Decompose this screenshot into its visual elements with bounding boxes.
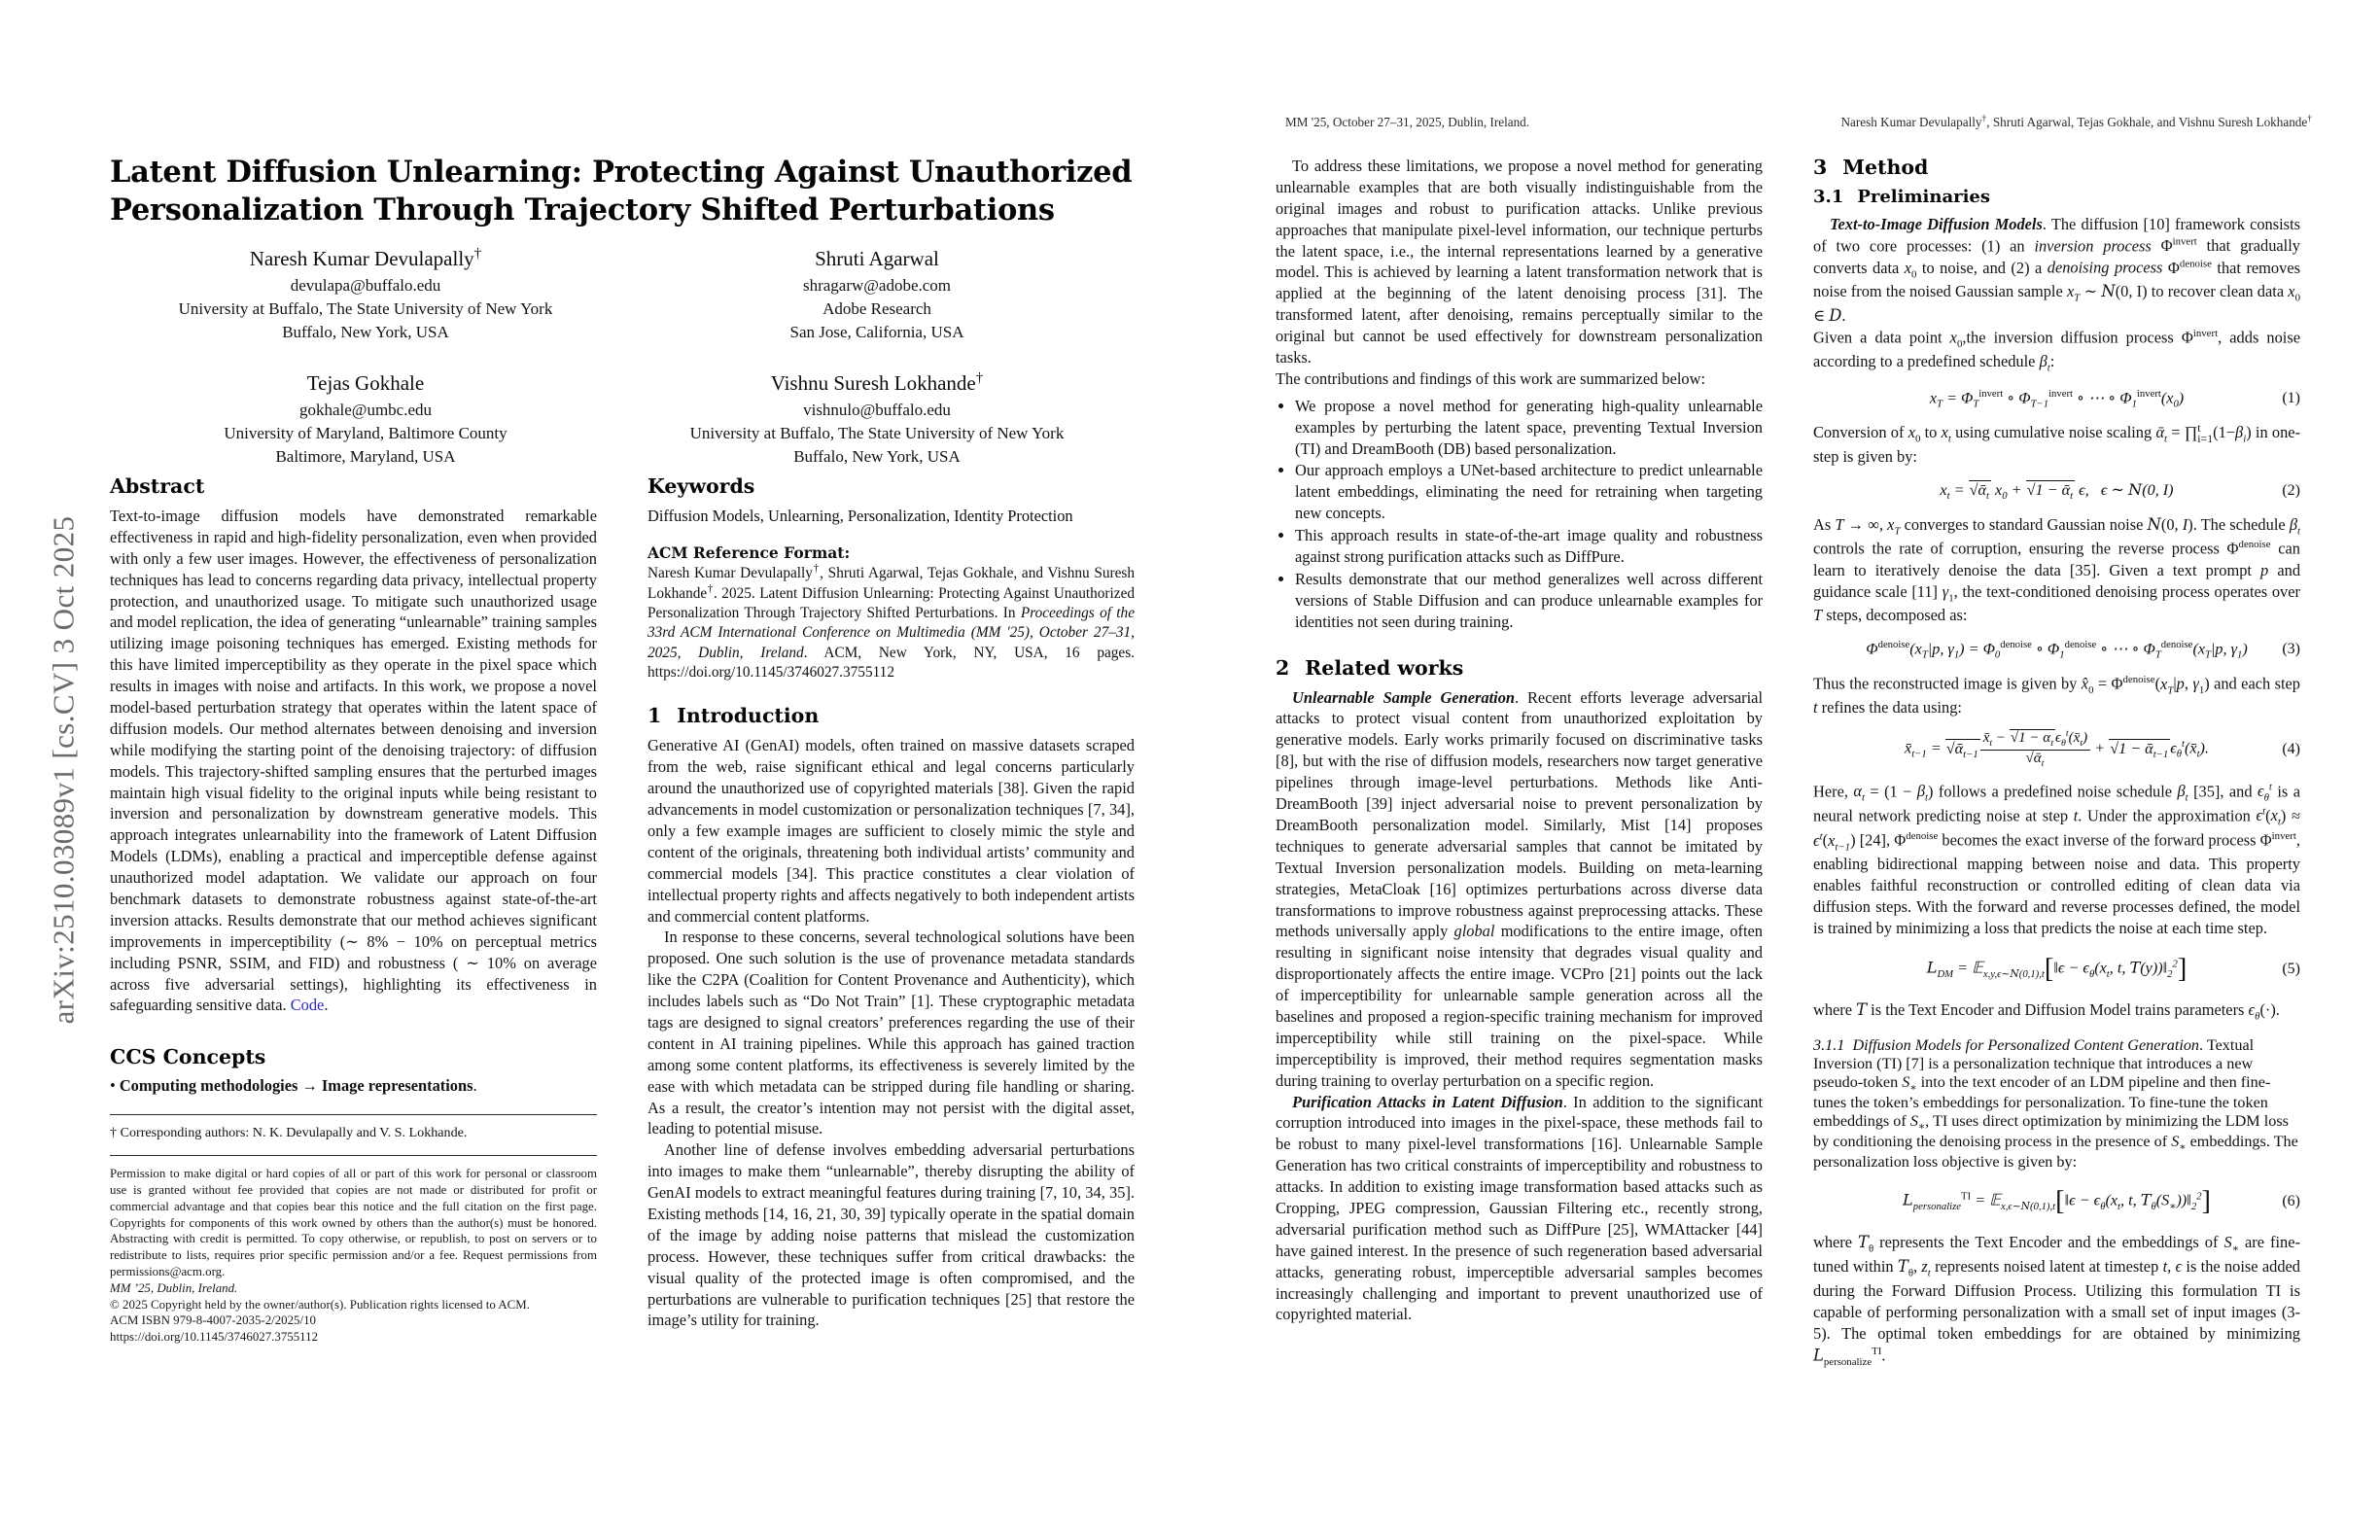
column-method [1813,156,2300,1369]
dagger-marker: † [473,246,482,262]
keywords-heading: Keywords [648,474,755,498]
list-item: • Results demonstrate that our method generalizes well across different versions of Stable Diffusion and can produce unlearnable examples for identities not seen during training. [1295,569,1763,633]
subsubsection-heading-personalized-generation: 3.1.1 Diffusion Models for Personalized Content Generation. Textual Inversion (TI) [7] is a personalization technique that introduces a new pseudo-token $S_∗$ into the text encoder of an LDM pipeline and then fine-tunes the token’s embeddings for personalization. To fine-tune the token embeddings of $S_∗$, TI uses direct optimization by minimizing the LDM loss by conditioning the denoising process in the presence of $S_∗$ embeddings. The personalization loss objective is given by: [1813,1035,2298,1172]
list-item: • Our approach employs a UNet-based architecture to predict unlearnable latent embeddings, eliminating the need for retraining when targeting new concepts. [1295,460,1763,524]
page-one-columns [110,474,1136,1346]
venue-line: MM ’25, Dublin, Ireland. [110,1280,238,1295]
author-entry [621,245,1133,344]
copyright-block [110,1166,597,1345]
subsection-title: Preliminaries [1857,187,1991,207]
ccs-item-label: Computing methodologies → Image representations [119,1076,473,1096]
equation-number: (1) [2282,390,2300,407]
arxiv-stamp [29,0,97,1540]
method-after-eq5: where T is the Text Encoder and Diffusion Model trains parameters $\epsilon_\theta(\cdot)$. [1813,999,2280,1023]
subsection-heading-preliminaries [1813,187,2300,207]
copyright-divider [110,1155,597,1156]
arxiv-stamp-text: arXiv:2510.03089v1 [cs.CV] 3 Oct 2025 [46,515,81,1025]
author-location: Buffalo, New York, USA [793,447,961,467]
isbn-line: ACM ISBN 979-8-4007-2035-2/2025/10 [110,1313,316,1328]
author-affiliation: University at Buffalo, The State University of New York [178,298,553,318]
equation-number: (3) [2282,641,2300,658]
author-affiliation: University of Maryland, Baltimore County [224,424,508,443]
dagger-marker: † [975,370,984,387]
equation-number: (5) [2282,960,2300,977]
author-entry [621,369,1133,469]
corresponding-author-footnote: † Corresponding authors: N. K. Devulapally and V. S. Lokhande. [110,1125,468,1141]
subsubsection-number: 3.1.1 [1813,1035,1845,1054]
author-entry [110,245,621,344]
equation-number: (4) [2282,741,2300,758]
equation-2: $x_t$ = √ᾱ$_t$ $x_0 + √1$ − ᾱ$_t$ ϵ, ϵ ∼ N(0, I) (2) [1940,479,2300,502]
section-number: 2 [1276,655,1290,680]
page-one [102,0,1142,1540]
equation-1: $x_T = \Phi_T^{invert}$ ∘ $\Phi_{T-1}^{invert}$ ∘ ⋯ ∘ $\Phi_1^{invert}(x_0)$ (1) [1929,387,2300,410]
author-affiliation: Adobe Research [822,298,931,318]
section-number: 1 [648,704,662,728]
author-name: Vishnu Suresh Lokhande† [770,370,984,396]
acm-reference-heading: ACM Reference Format: [648,543,851,563]
page-two [1264,0,2333,1540]
intro-paragraph-1: Generative AI (GenAI) models, often trained on massive datasets scraped from the web, raise significant ethical and legal concerns particularly around the unauthorized use of copyrighted materials [38]. Given the rapid advancements in model customization or personalization techniques [7, 34], only a few example images are sufficient to closely mimic the style and content of the originals, threatening both individual artists’ community and commercial models [34]. This practice constitutes a clear violation of intellectual property rights and affects negatively to both independent artists and commercial content platforms. [648,736,1135,926]
author-list [110,245,1133,469]
author-name: Shruti Agarwal [815,247,939,270]
acm-reference-doi: https://doi.org/10.1145/3746027.3755112 [648,664,894,682]
page-title: Latent Diffusion Unlearning: Protecting Against Unauthorized Personalization Through Trajectory Shifted Perturbations [110,155,1133,228]
runin-heading-unlearnable-sample-generation: Unlearnable Sample Generation [1292,687,1516,707]
list-item: • We propose a novel method for generating high-quality unlearnable examples by perturbing the latent space, preventing Textual Inversion (TI) and DreamBooth (DB) based personalization. [1295,396,1763,460]
related-works-paragraph-2: Purification Attacks in Latent Diffusion. In addition to the significant corruption introduced into images in the pixel-space, these methods fail to be robust to many pixel-level transformations [16]. Unlearnable Sample Generation has two critical constraints of imperceptibility and robustness to attacks. In addition to existing image transformation based attacks such as Cropping, JPEG compression, Gaussian Filtering etc., recently strong, adversarial purification method such as DiffPure [25], WMAttacker [44] have gained interest. In the presence of such regeneration based adversarial attacks, generating robust, imperceptible adversarial samples becomes increasingly challenging and important to prevent unauthorized use of copyrighted material. [1276,1092,1763,1324]
subsubsection-title: Diffusion Models for Personalized Content Generation [1852,1035,2200,1054]
author-location: San Jose, California, USA [789,323,964,342]
author-entry [110,369,621,469]
header-venue: MM '25, October 27–31, 2025, Dublin, Ireland. [1285,115,1530,129]
related-works-paragraph-1: Unlearnable Sample Generation. Recent efforts leverage adversarial attacks to protect visual content from unauthorized exploitation by generative models. Early works primarily focused on discriminative tasks [8], but with the rise of diffusion models, researchers now target generative pipelines through image-level perturbations. Methods like Anti-DreamBooth [39] inject adversarial noise to prevent personalization by DreamBooth personalization model. Similarly, Mist [14] proposes techniques to generate adversarial samples that cannot be imitated by Textual Inversion personalization models. Building on meta-learning strategies, MetaCloak [16] optimizes perturbations across diverse data transformations to improve robustness against preprocessing attacks. These methods universally apply global modifications to the entire image, often resulting in significant noise intensity that degrades visual quality and disproportionately affects the entire image. VCPro [21] points out the lack of imperceptibility for unlearnable sample generation across all the baselines and proposed a region-specific training mechanism for improved imperceptibility while still training on the pixel-space. While imperceptibility is improved, their method requires segmentation masks during training to overlay perturbation on a specific region. [1276,687,1764,1090]
method-t2i-paragraph: Text-to-Image Diffusion Models. The diffusion [10] framework consists of two core processes: (1) an inversion process $\Phi^{invert}$ that gradually converts data $x_0$ to noise, and (2) a denoising process $\Phi^{denoise}$ that removes noise from the noised Gaussian sample $x_T$ ∼ N(0, I) to recover clean data $x_0$ ∈ D. [1813,215,2300,326]
section-heading-introduction [648,704,1135,727]
keywords-text: Diffusion Models, Unlearning, Personalization, Identity Protection [648,507,1073,525]
contributions-summary-line: The contributions and findings of this work are summarized below: [1276,368,1705,388]
equation-4: $x̄_{t-1}$ = √ᾱ$_{t-1}$ $\frac{x̄_t - √1 - \alpha_t \epsilon_\theta^t(x̄_t)}{√ᾱ_t}$ + √1 − ᾱ$_{t-1}$ $\epsilon_\theta^t(x̄_t)$. (4) [1905,728,2300,770]
runin-heading-purification-attacks: Purification Attacks in Latent Diffusion [1292,1092,1563,1111]
code-link[interactable]: Code [290,996,325,1015]
intro-paragraph-2: In response to these concerns, several technological solutions have been proposed. One such solution is the use of provenance metadata standards like the C2PA (Coalition for Content Provenance and Authenticity), which includes labels such as “Do Not Train” [1]. These cryptographic metadata tags are designed to signal creators’ preferences regarding the use of their content in AI training pipelines. While this approach has gained traction among some content platforms, its effectiveness is severely limited by the ease with which metadata can be stripped during file handling or sharing. As a result, the creator’s intention may not persist with the digital asset, leading to potential misuse. [648,928,1135,1138]
equation-number: (6) [2282,1193,2300,1210]
section-title: Introduction [677,704,820,728]
dagger-marker: † [707,582,714,595]
method-after-eq3: Thus the reconstructed image is given by $x̂_0 = \Phi^{denoise}(x_T|p$, $\gamma_1$) and each step t refines the data using: [1813,674,2301,718]
intro-paragraph-3: Another line of defense involves embedding adversarial perturbations into images to make them “unlearnable”, thereby disrupting the ability of GenAI models to extract meaningful features during training [7, 10, 34, 35]. Existing methods [14, 16, 21, 30, 39] typically operate in the spatial domain of the image by adding noise patterns that mislead the customization process. However, these techniques suffer from critical drawbacks: the visual quality of the protected image is often compromised, and the perturbations are vulnerable to purification techniques [25] that restore the image’s utility for training. [648,1140,1135,1330]
section-title: Related works [1305,655,1464,680]
column-keywords-intro [648,474,1135,1346]
method-after-eq4: Here, $\alpha_t = (1 - \beta_t)$ follows a predefined noise schedule $\beta_t$ [35], and $\epsilon_\theta^t$ is a neural network predicting noise at step t. Under the approximation $\epsilon^t(x_t) \approx \epsilon^t(x_{t-1})$ [24], $\Phi^{denoise}$ becomes the exact inverse of the forward process $\Phi^{invert}$, enabling bidirectional mapping between noise and data. This property enables faithful reconstruction or controlled editing of clean data via diffusion steps. With the forward and reverse processes defined, the model is trained by minimizing a loss that predicts the noise at each time step. [1813,781,2300,938]
rights-line: © 2025 Copyright held by the owner/author(s). Publication rights licensed to ACM. [110,1297,530,1312]
section-heading-related-works [1276,656,1763,680]
column-contributions-related [1276,156,1763,1369]
footnote-divider [110,1114,597,1115]
doi-line: https://doi.org/10.1145/3746027.3755112 [110,1330,319,1345]
abstract-heading: Abstract [110,474,205,498]
equation-5: $L_{DM}$ = 𝔼$_{x,y,\epsilon\sim N(0,1),t}$[‖ϵ − $\epsilon_\theta(x_t$, t, $T(y))‖_2^2$] (5) [1926,953,2300,984]
author-location: Baltimore, Maryland, USA [275,447,456,467]
author-email: devulapa@buffalo.edu [290,275,441,295]
section-number: 3 [1813,156,1828,179]
ccs-heading: CCS Concepts [110,1045,266,1069]
abstract-text: Text-to-image diffusion models have demonstrated remarkable effectiveness in rapid and high-fidelity personalization, even when provided with only a few user images. However, the effectiveness of personalization techniques has lead to concerns regarding data privacy, intellectual property protection, and unauthorized usage. To mitigate such unauthorized usage and model replication, the idea of generating “unlearnable” training samples utilizing image poisoning techniques has emerged. Existing methods for this have limited imperceptibility as they operate in the pixel space which results in images with noise and artifacts. In this work, we propose a novel model-based perturbation strategy that operates within the latent space of diffusion models. Our method alternates between denoising and inversion while modifying the starting point of the denoising trajectory: of diffusion models. This trajectory-shifted sampling ensures that the perturbed images maintain high visual fidelity to the original inputs while being resistant to inversion and personalization by downstream generative models. This approach integrates unlearnability into the framework of Latent Diffusion Models (LDMs), enabling a practical and imperceptible defense against unauthorized model adaptation. We validate our approach on four benchmark datasets to demonstrate robustness against state-of-the-art inversion attacks. Results demonstrate that our method achieves significant improvements in imperceptibility (∼ 8% − 10% on perceptual metrics including PSNR, SSIM, and FID) and robustness ( ∼ 10% on average across five adversarial settings), highlighting its effectiveness in safeguarding sensitive data. Code. [110,507,597,1015]
method-after-eq1: Conversion of $x_0$ to $x_t$ using cumulative noise scaling ᾱ$_t$ = ∏ t i=1 $(1-\beta_i)$ in one-step is given by: [1813,421,2300,466]
header-authors: Naresh Kumar Devulapally†, Shruti Agarwal, Tejas Gokhale, and Vishnu Suresh Lokhande† [1840,114,2312,129]
subsection-number: 3.1 [1813,187,1844,207]
page-header [1264,115,2333,130]
title-block [110,154,1133,229]
author-affiliation: University at Buffalo, The State University of New York [689,424,1065,443]
author-location: Buffalo, New York, USA [282,323,449,342]
section-heading-method [1813,156,2300,179]
dagger-marker: † [812,563,821,576]
method-inversion-paragraph: Given a data point $x_0,the$ inversion diffusion process $\Phi^{invert}$, adds noise according to a predefined schedule $\beta_t$: [1813,328,2301,374]
equation-6: $L_{personalize}^{TI}$ = 𝔼$_{x,\epsilon\sim N(0,1),t}$[‖ϵ − $\epsilon_\theta(x_t$, t, $T_\theta(S_∗))‖_2^2$] (6) [1903,1186,2300,1217]
column-abstract [110,474,597,1346]
acm-reference-venue: Proceedings of the 33rd ACM International Conference on Multimedia (MM '25), October 27–31, 2025, Dublin, Ireland [648,605,1135,661]
author-email: vishnulo@buffalo.edu [803,401,951,419]
acm-reference-text: Naresh Kumar Devulapally†, Shruti Agarwal, Tejas Gokhale, and Vishnu Suresh Lokhande†. 2025. Latent Diffusion Unlearning: Protecting Against Unauthorized Personalization Through Trajectory Shifted Perturbations. In Proceedings of the 33rd ACM International Conference on Multimedia (MM '25), October 27–31, 2025, Dublin, Ireland. ACM, New York, NY, USA, 16 pages. https://doi.org/10.1145/3746027.3755112 [648,563,1136,682]
author-email: shragarw@adobe.com [802,275,952,295]
method-after-eq6: where $T_\theta$ represents the Text Encoder and the embeddings of $S_∗$ are fine-tuned within $T_\theta$, $z_t$ represents noised latent at timestep t, ϵ is the noise added during the Forward Diffusion Process. Utilizing this formulation TI is capable of performing personalization with a small set of input images (3-5). The optimal token embeddings for are obtained by minimizing $L_{personalize}^{TI}$. [1813,1233,2300,1368]
page-two-columns [1276,156,2324,1369]
author-name: Naresh Kumar Devulapally† [249,246,482,270]
author-name: Tejas Gokhale [306,371,425,396]
author-email: gokhale@umbc.edu [298,401,433,419]
contributions-lead: To address these limitations, we propose a novel method for generating unlearnable examples that are both visually indistinguishable from the original images and robust to purification attacks. Unlike previous approaches that manipulate pixel-level information, our technique perturbs the latent space, i.e., the internal representations learned by a generative model. This is achieved by learning a latent transformation network that is applied at the beginning of the latent denoising process [31]. The transformed latent, after denoising, remains perceptually similar to the original but cannot be used effectively for downstream personalization tasks. [1276,157,1763,368]
runin-heading-text-to-image: Text-to-Image Diffusion Models [1830,215,2043,233]
section-title: Method [1842,156,1929,179]
permission-text: Permission to make digital or hard copies of all or part of this work for personal or classroom use is granted without fee provided that copies are not made or distributed for profit or commercial advantage and that copies bear this notice and the full citation on the first page. Copyrights for components of this work owned by others than the author(s) must be honored. Abstracting with credit is permitted. To copy otherwise, or republish, to post on servers or to redistribute to lists, requires prior specific permission and/or a fee. Request permissions from permissions@acm.org. [110,1167,597,1278]
ccs-item: • Computing methodologies → Image representations. [110,1076,477,1096]
method-after-eq2: As T → ∞, $x_T$ converges to standard Gaussian noise N(0, I). The schedule $\beta_t$ controls the rate of corruption, ensuring the reverse process $\Phi^{denoise}$ can learn to iteratively denoise the data [35]. Given a text prompt p and guidance scale [11] $\gamma_1$, the text-conditioned denoising process operates over T steps, decomposed as: [1813,514,2301,625]
equation-3: $\Phi^{denoise}(x_T|p$, $\gamma_1) = \Phi_0^{denoise}$ ∘ $\Phi_1^{denoise}$ ∘ ⋯ ∘ $\Phi_T^{denoise}(x_T|p$, $\gamma_1$) (3) [1866,638,2300,661]
abstract-body: Text-to-image diffusion models have demonstrated remarkable effectiveness in rapid and high-fidelity personalization, even when provided with only a few user images. However, the effectiveness of personalization techniques has lead to concerns regarding data privacy, intellectual property protection, and unauthorized usage. To mitigate such unauthorized usage and model replication, the idea of generating “unlearnable” training samples utilizing image poisoning techniques has emerged. Existing methods for this have limited imperceptibility as they operate in the pixel space which results in images with noise and artifacts. In this work, we propose a novel model-based perturbation strategy that operates within the latent space of diffusion models. Our method alternates between denoising and inversion while modifying the starting point of the denoising trajectory: of diffusion models. This trajectory-shifted sampling ensures that the perturbed images maintain high visual fidelity to the original inputs while being resistant to inversion and personalization by downstream generative models. This approach integrates unlearnability into the framework of Latent Diffusion Models (LDMs), enabling a practical and imperceptible defense against unauthorized model adaptation. We validate our approach on four benchmark datasets to demonstrate robustness against state-of-the-art inversion attacks. Results demonstrate that our method achieves significant improvements in imperceptibility (∼ 8% − 10% on perceptual metrics including PSNR, SSIM, and FID) and robustness ( ∼ 10% on average across five adversarial settings), highlighting its effectiveness in safeguarding sensitive data. [110,507,597,1015]
list-item: • This approach results in state-of-the-art image quality and robustness against strong purification attacks such as DiffPure. [1295,525,1763,568]
contributions-list [1276,396,1763,633]
equation-number: (2) [2282,481,2300,499]
